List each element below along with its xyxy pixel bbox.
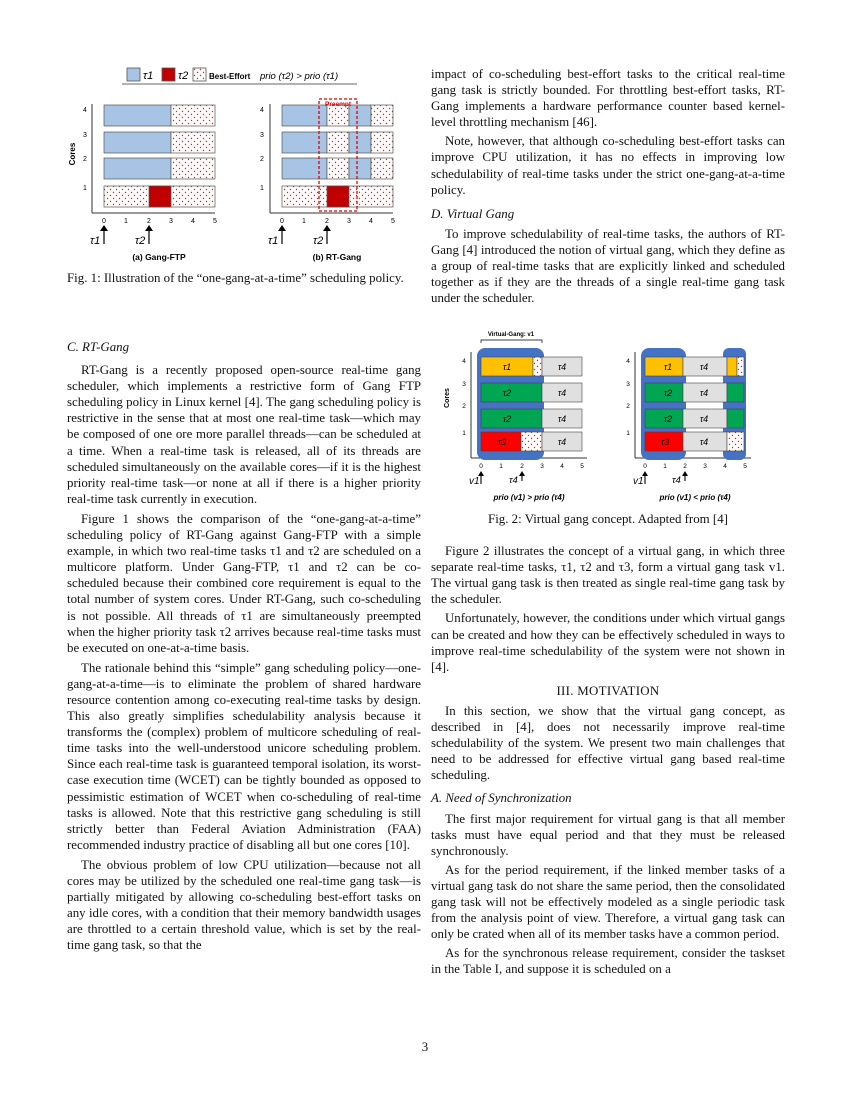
fig2a-arrow-v1: v1: [469, 476, 480, 487]
fig1b-tick-3: 3: [260, 132, 264, 139]
fig2a-xtick-4: 4: [560, 463, 564, 470]
fig1a-xtick-3: 3: [169, 218, 173, 225]
fig2a-t2a: τ2: [502, 388, 512, 398]
fig2a-tick-2: 2: [462, 403, 466, 410]
right-paragraph-3: Figure 2 illustrates the concept of a virtual gang, in which three separate real-time tasks, τ1, τ2 and τ3, form a virtual gang task v1. The virtual gang task is then treated as single real-time gang task by the scheduler.: [431, 544, 785, 607]
fig2b-t4-c1: τ4: [699, 437, 709, 447]
fig2-caption: Fig. 2: Virtual gang concept. Adapted from [4]: [488, 512, 728, 526]
fig1b-xtick-3: 3: [347, 218, 351, 225]
fig2a-prio: prio (v1) > prio (τ4): [493, 493, 565, 502]
fig2a-t4-c3: τ4: [557, 388, 567, 398]
fig2b-t4-c3: τ4: [699, 388, 709, 398]
fig2b-arrow-v1: v1: [633, 476, 644, 487]
fig2a-t1: τ1: [502, 362, 512, 372]
fig1a-xtick-1: 1: [124, 218, 128, 225]
fig2-panel-b: [626, 348, 751, 502]
fig2a-t4-c4: τ4: [557, 362, 567, 372]
fig2b-prio: prio (v1) < prio (τ4): [659, 493, 731, 502]
fig1a-arrow-tau2: τ2: [135, 235, 146, 247]
fig2b-xtick-3: 3: [703, 463, 707, 470]
fig1b-xtick-2: 2: [325, 218, 329, 225]
legend-tau1: τ1: [143, 70, 154, 82]
fig1a-xtick-4: 4: [191, 218, 195, 225]
legend-tau2: τ2: [178, 70, 189, 82]
heading-synchronization: A. Need of Synchronization: [431, 791, 572, 806]
fig2b-arrow-t4: τ4: [672, 475, 681, 486]
fig1b-tick-1: 1: [260, 185, 264, 192]
right-column-bottom: [431, 511, 785, 977]
fig1b-xtick-1: 1: [302, 218, 306, 225]
fig1-panel-b: [260, 99, 395, 262]
fig2b-t1: τ1: [663, 362, 673, 372]
fig2b-tick-1: 1: [626, 430, 630, 437]
fig1b-tick-2: 2: [260, 156, 264, 163]
fig2b-tick-3: 3: [626, 381, 630, 388]
fig1b-arrow-tau1: τ1: [268, 235, 279, 247]
right-paragraph-4: Unfortunately, however, the conditions under which virtual gangs can be created and how they can be effectively scheduled in ways to improve real-time schedulability of the system were not shown in [4].: [431, 611, 785, 674]
left-column-body: [67, 339, 421, 953]
left-paragraph-3: The rationale behind this “simple” gang scheduling policy—one-gang-at-a-time—is to eliminate the problem of shared hardware resource contention among co-executing real-time tasks by design. This also greatly simplifies schedulability analysis because it transforms the (complex) problem of multicore scheduling of real-time tasks into the well-understood unicore scheduling problem. Since each real-time task is guaranteed temporal isolation, its worst-case execution time (WCET) can be tightly bounded as opposed to pessimistic estimation of WCET when co-scheduling of real-time tasks is allowed. Note that this restrictive gang scheduling is still strictly better than Federal Aviation Administration (FAA) recommended industry practice of disabling all but one cores [10].: [67, 660, 421, 852]
fig2a-xtick-5: 5: [580, 463, 584, 470]
fig2a-cores-label: Cores: [444, 388, 451, 408]
page-number: 3: [421, 1040, 429, 1054]
fig2b-xtick-1: 1: [663, 463, 667, 470]
fig2a-xtick-3: 3: [540, 463, 544, 470]
fig1a-xtick-2: 2: [147, 218, 151, 225]
fig2b-t2b: τ2: [663, 414, 673, 424]
right-paragraph-0: impact of co-scheduling best-effort tasks to the critical real-time gang task is strictly bounded. For throttling best-effort tasks, RT-Gang implements a hardware performance counter based kernel-level throttling mechanism [46].: [431, 67, 785, 130]
fig1a-arrow-tau1: τ1: [90, 235, 101, 247]
right-paragraph-7: As for the period requirement, if the linked member tasks of a virtual gang task do not share the same period, then the consolidated gang task will not be effectively modeled as a single periodic task from the analysis point of view. Therefore, a virtual gang task can only be crated when all of its member tasks have a common period.: [431, 862, 785, 942]
fig1-legend: [122, 68, 357, 84]
legend-best-effort: Best-Effort: [209, 72, 251, 81]
fig1a-cores-label: Cores: [68, 142, 77, 166]
heading-motivation: III. MOTIVATION: [556, 683, 660, 698]
fig2b-t3: τ3: [660, 437, 670, 447]
fig2a-xtick-2: 2: [520, 463, 524, 470]
left-paragraph-4: The obvious problem of low CPU utilization—because not all cores may be utilized by the scheduled one real-time gang task—is partially mitigated by allowing co-scheduling best-effort tasks on any idle cores, with a condition that their memory bandwidth usages are throttled to a certain threshold value, which is set by the real-time gang task, so that the: [67, 857, 421, 953]
fig1a-xtick-5: 5: [213, 218, 217, 225]
fig2a-t3: τ3: [497, 437, 507, 447]
fig2b-tick-2: 2: [626, 403, 630, 410]
fig2-vg-label: Virtual-Gang: v1: [487, 332, 535, 338]
right-paragraph-1: Note, however, that although co-scheduling best-effort tasks can improve CPU utilization, it has no effects in improving low schedulability of real-time tasks under the strict one-gang-at-a-time policy.: [431, 134, 785, 197]
fig2b-t4-c4: τ4: [699, 362, 709, 372]
fig1b-xtick-5: 5: [391, 218, 395, 225]
fig2b-t2a: τ2: [663, 388, 673, 398]
heading-rt-gang: C. RT-Gang: [67, 340, 130, 354]
fig1-panel-a: [68, 104, 217, 262]
fig1b-xtick-4: 4: [369, 218, 373, 225]
right-paragraph-5: In this section, we show that the virtual gang concept, as described in [4], does not necessarily improve real-time schedulability of the system. We present two main challenges that need to be addressed for effective virtual gang based real-time scheduling.: [431, 703, 785, 783]
fig2b-xtick-4: 4: [723, 463, 727, 470]
fig1a-tick-2: 2: [83, 156, 87, 163]
legend-prio: prio (τ2) > prio (τ1): [260, 71, 339, 82]
fig2-panel-a: [444, 332, 587, 502]
fig2a-tick-4: 4: [462, 358, 466, 365]
fig1b-tick-4: 4: [260, 107, 264, 114]
fig1a-tick-1: 1: [83, 185, 87, 192]
fig2a-t4-c1: τ4: [557, 437, 567, 447]
right-paragraph-2: To improve schedulability of real-time tasks, the authors of RT-Gang [4] introduced the notion of virtual gang, which they define as a group of real-time tasks that are explicitly linked and scheduled together as if they are the threads of a single real-time gang task under the scheduler.: [431, 226, 785, 306]
figure-1: [67, 62, 421, 272]
left-paragraph-1: RT-Gang is a recently proposed open-source real-time gang scheduler, which implements a restrictive form of Gang FTP scheduling policy in Linux kernel [4]. The gang scheduling policy is restrictive in the sense that at most one real-time task—which may be composed of one ore more parallel threads—can be scheduled at a time. When a real-time task is released, all of its threads are scheduled simultaneously on the available cores—if it is the highest priority real-time task—or none at all if there is a higher priority real-time task currently in execution.: [67, 363, 421, 506]
fig2b-xtick-0: 0: [643, 463, 647, 470]
right-column-top: [431, 66, 785, 306]
fig2b-xtick-5: 5: [743, 463, 747, 470]
fig2a-tick-3: 3: [462, 381, 466, 388]
preempt-label: Preempt: [324, 101, 352, 108]
fig1a-tick-3: 3: [83, 132, 87, 139]
fig2b-tick-4: 4: [626, 358, 630, 365]
left-column: [67, 270, 421, 286]
fig1b-arrow-tau2: τ2: [313, 235, 324, 247]
fig2b-xtick-2: 2: [683, 463, 687, 470]
fig1a-tick-4: 4: [83, 107, 87, 114]
fig1b-subcaption: (b) RT-Gang: [312, 252, 362, 262]
fig2a-xtick-0: 0: [479, 463, 483, 470]
fig2b-t4-c2: τ4: [699, 414, 709, 424]
right-paragraph-6: The first major requirement for virtual gang is that all member tasks must have equal period and that they must be released synchronously.: [431, 811, 785, 858]
fig2a-t2b: τ2: [502, 414, 512, 424]
figure-2: [431, 326, 785, 506]
right-paragraph-8: As for the synchronous release requirement, consider the taskset in the Table I, and suppose it is scheduled on a: [431, 946, 785, 977]
fig2a-t4-c2: τ4: [557, 414, 567, 424]
fig1a-xtick-0: 0: [102, 218, 106, 225]
fig1a-subcaption: (a) Gang-FTP: [132, 252, 186, 262]
left-paragraph-2: Figure 1 shows the comparison of the “one-gang-at-a-time” scheduling policy of RT-Gang against Gang-FTP with a simple example, in which two real-time tasks τ1 and τ2 are scheduled on a multicore platform. Under Gang-FTP, τ1 and τ2 can be co-scheduled because their combined core requirement is equal to the total number of system cores. Under RT-Gang, such co-scheduling is not possible. All threads of τ1 are simultaneously preempted when the higher priority task τ2 arrives because real-time tasks must be executed on one-at-a-time basis.: [67, 511, 421, 655]
fig2a-arrow-t4: τ4: [509, 475, 518, 486]
heading-virtual-gang: D. Virtual Gang: [431, 206, 515, 221]
fig1b-xtick-0: 0: [280, 218, 284, 225]
fig2a-xtick-1: 1: [499, 463, 503, 470]
fig1-caption: Fig. 1: Illustration of the “one-gang-at-a-time” scheduling policy.: [67, 271, 404, 285]
fig2a-tick-1: 1: [462, 430, 466, 437]
